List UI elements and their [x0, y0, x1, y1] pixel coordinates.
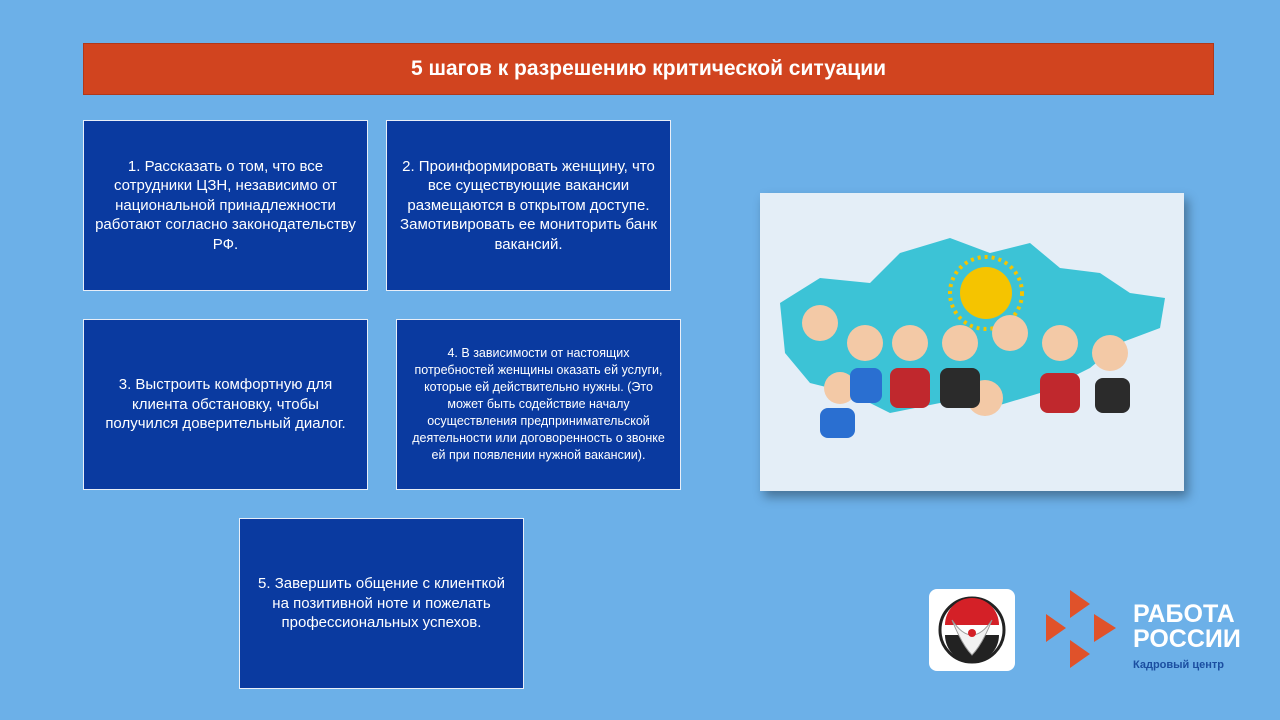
- logo-wordmark: [1133, 602, 1241, 652]
- step-1-box: 1. Рассказать о том, что все сотрудники ЦЗН, независимо от национальной принадлежности работают согласно законодательству РФ.: [83, 120, 368, 291]
- step-4-box: 4. В зависимости от настоящих потребностей женщины оказать ей услуги, которые ей действительно нужны. (Это может быть содействие началу осуществления предпринимательской деятельности или договоренность о звонке ей при появлении нужной вакансии).: [396, 319, 681, 490]
- step-2-box: 2. Проинформировать женщину, что все существующие вакансии размещаются в открытом доступе. Замотивировать ее мониторить банк вакансий.: [386, 120, 671, 291]
- illustration-map-people: [760, 193, 1184, 491]
- step-5-box: 5. Завершить общение с клиенткой на позитивной ноте и пожелать профессиональных успехов.: [239, 518, 524, 689]
- slide-title: 5 шагов к разрешению критической ситуации: [83, 43, 1214, 95]
- logo-subtitle: Кадровый центр: [1133, 659, 1224, 671]
- logo-line-1: РАБОТА: [1133, 600, 1235, 628]
- udmurtia-emblem: [929, 589, 1015, 671]
- rabota-rossii-logo-icon: [1044, 588, 1124, 675]
- logo-line-2: РОССИИ: [1133, 625, 1241, 653]
- step-3-box: 3. Выстроить комфортную для клиента обстановку, чтобы получился доверительный диалог.: [83, 319, 368, 490]
